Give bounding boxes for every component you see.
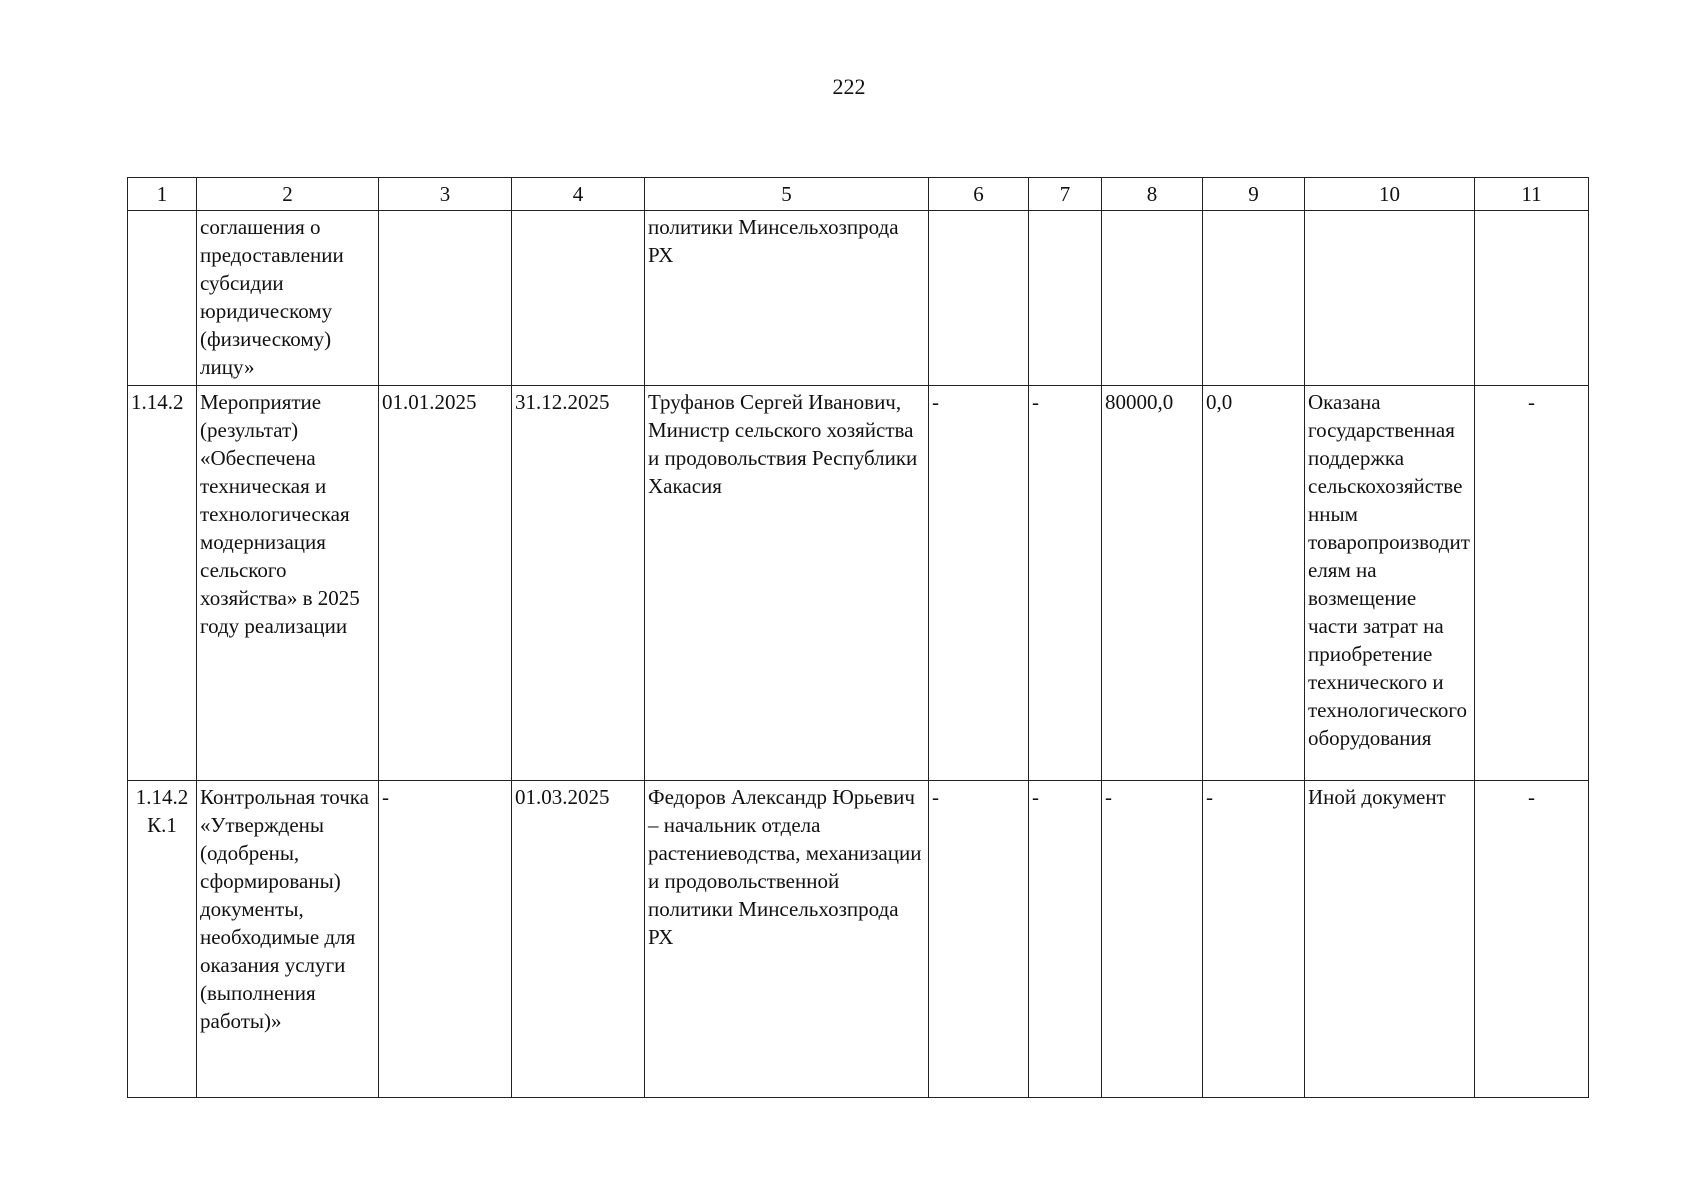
cell-responsible: Федоров Александр Юрьевич – начальник отдела растениеводства, механизации и продовольственной политики Минсельхозпрода РХ xyxy=(645,781,929,1098)
cell-col11: - xyxy=(1475,781,1589,1098)
cell-col8: - xyxy=(1102,781,1203,1098)
column-header: 9 xyxy=(1203,178,1305,211)
cell-col11 xyxy=(1475,211,1589,386)
cell-col6 xyxy=(929,211,1029,386)
page-number: 222 xyxy=(832,74,866,99)
cell-col7: - xyxy=(1029,781,1102,1098)
cell-start-date: - xyxy=(379,781,512,1098)
cell-start-date xyxy=(379,211,512,386)
cell-name: Контрольная точка «Утверждены (одобрены, сформированы) документы, необходимые для оказания услуги (выполнения работы)» xyxy=(197,781,379,1098)
column-header: 2 xyxy=(197,178,379,211)
cell-col7 xyxy=(1029,211,1102,386)
cell-number: 1.14.2 xyxy=(128,386,197,781)
cell-col11: - xyxy=(1475,386,1589,781)
table-row xyxy=(128,386,1589,781)
cell-col9 xyxy=(1203,211,1305,386)
column-header: 11 xyxy=(1475,178,1589,211)
table-row xyxy=(128,211,1589,386)
column-header: 10 xyxy=(1305,178,1475,211)
column-header: 7 xyxy=(1029,178,1102,211)
cell-end-date: 31.12.2025 xyxy=(512,386,645,781)
column-header: 6 xyxy=(929,178,1029,211)
cell-col8: 80000,0 xyxy=(1102,386,1203,781)
cell-responsible: Труфанов Сергей Иванович, Министр сельского хозяйства и продовольствия Республики Хакасия xyxy=(645,386,929,781)
cell-name: Мероприятие (результат) «Обеспечена техническая и технологическая модернизация сельского хозяйства» в 2025 году реализации xyxy=(197,386,379,781)
cell-col6: - xyxy=(929,386,1029,781)
cell-col8 xyxy=(1102,211,1203,386)
activities-table xyxy=(127,177,1589,1098)
cell-name: соглашения о предоставлении субсидии юридическому (физическому) лицу» xyxy=(197,211,379,386)
cell-end-date xyxy=(512,211,645,386)
cell-col10 xyxy=(1305,211,1475,386)
column-header: 3 xyxy=(379,178,512,211)
column-header: 4 xyxy=(512,178,645,211)
cell-end-date: 01.03.2025 xyxy=(512,781,645,1098)
cell-col6: - xyxy=(929,781,1029,1098)
cell-number xyxy=(128,211,197,386)
column-header: 1 xyxy=(128,178,197,211)
cell-responsible: политики Минсельхозпрода РХ xyxy=(645,211,929,386)
column-header: 5 xyxy=(645,178,929,211)
cell-col9: - xyxy=(1203,781,1305,1098)
cell-col10: Оказана государственная поддержка сельскохозяйственным товаропроизводителям на возмещение части затрат на приобретение технического и технологического оборудования xyxy=(1305,386,1475,781)
column-header: 8 xyxy=(1102,178,1203,211)
cell-start-date: 01.01.2025 xyxy=(379,386,512,781)
cell-col7: - xyxy=(1029,386,1102,781)
cell-col10: Иной документ xyxy=(1305,781,1475,1098)
cell-col9: 0,0 xyxy=(1203,386,1305,781)
table-header-row xyxy=(128,178,1589,211)
cell-number: 1.14.2 К.1 xyxy=(128,781,197,1098)
table-row xyxy=(128,781,1589,1098)
